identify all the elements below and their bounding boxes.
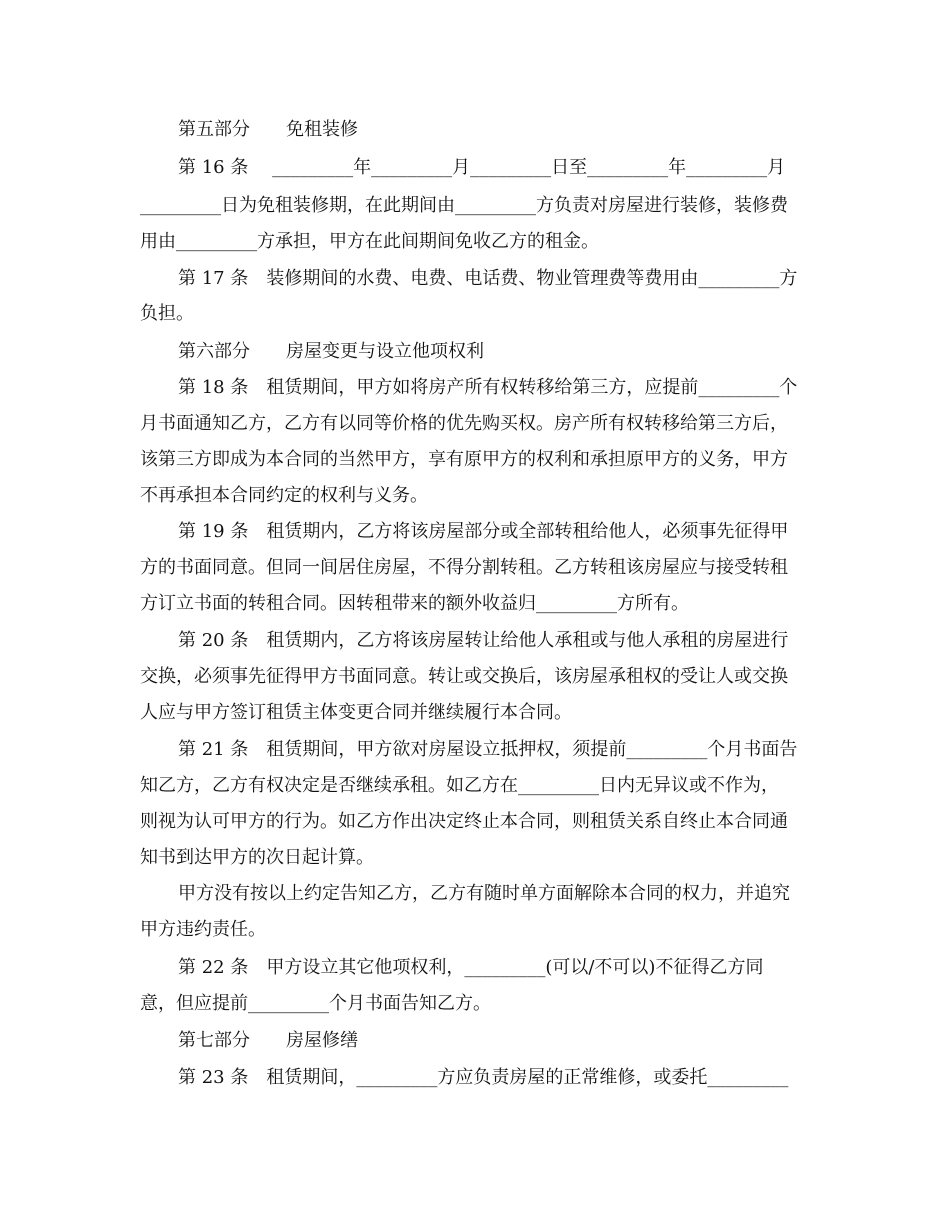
section-heading-6: 第六部分 房屋变更与设立他项权利 <box>178 341 484 362</box>
article-18-line-1: 第 18 条 租赁期间，甲方如将房产所有权转移给第三方，应提前_________个 <box>178 377 798 398</box>
paragraph-notice-line-2: 甲方违约责任。 <box>140 919 266 940</box>
article-18-line-2: 月书面通知乙方，乙方有以同等价格的优先购买权。房产所有权转移给第三方后， <box>140 413 788 434</box>
article-19-line-1: 第 19 条 租赁期内，乙方将该房屋部分或全部转租给他人，必须事先征得甲 <box>178 521 789 542</box>
article-17-line-2: 负担。 <box>140 303 194 324</box>
article-16-line-3: 用由_________方承担，甲方在此间期间免收乙方的租金。 <box>140 231 599 252</box>
article-22-line-1: 第 22 条 甲方设立其它他项权利，_________(可以/不可以)不征得乙方同 <box>178 957 764 978</box>
article-18-line-3: 该第三方即成为本合同的当然甲方，享有原甲方的权利和承担原甲方的义务，甲方 <box>140 449 788 470</box>
article-20-line-1: 第 20 条 租赁期内，乙方将该房屋转让给他人承租或与他人承租的房屋进行 <box>178 630 789 651</box>
article-21-line-2: 知乙方，乙方有权决定是否继续承租。如乙方在_________日内无异议或不作为， <box>140 775 779 796</box>
article-19-line-3: 方订立书面的转租合同。因转租带来的额外收益归_________方所有。 <box>140 593 689 614</box>
paragraph-notice-line-1: 甲方没有按以上约定告知乙方，乙方有随时单方面解除本合同的权力，并追究 <box>178 883 790 904</box>
article-23-line-1: 第 23 条 租赁期间，_________方应负责房屋的正常维修，或委托_________ <box>178 1067 789 1088</box>
article-18-line-4: 不再承担本合同约定的权利与义务。 <box>140 485 428 506</box>
article-22-line-2: 意，但应提前_________个月书面告知乙方。 <box>140 993 491 1014</box>
article-17-line-1: 第 17 条 装修期间的水费、电费、电话费、物业管理费等费用由_________方 <box>178 268 798 289</box>
article-21-line-3: 则视为认可甲方的行为。如乙方作出决定终止本合同，则租赁关系自终止本合同通 <box>140 811 788 832</box>
article-21-line-4: 知书到达甲方的次日起计算。 <box>140 847 374 868</box>
section-heading-7: 第七部分 房屋修缮 <box>178 1030 358 1051</box>
article-19-line-2: 方的书面同意。但同一间居住房屋，不得分割转租。乙方转租该房屋应与接受转租 <box>140 557 788 578</box>
article-21-line-1: 第 21 条 租赁期间，甲方欲对房屋设立抵押权，须提前_________个月书面告 <box>178 739 798 760</box>
article-16-line-2: _________日为免租装修期，在此期间由_________方负责对房屋进行装修，装修费 <box>140 195 788 216</box>
section-heading-5: 第五部分 免租装修 <box>178 119 358 140</box>
article-20-line-2: 交换，必须事先征得甲方书面同意。转让或交换后，该房屋承租权的受让人或交换 <box>140 666 788 687</box>
article-20-line-3: 人应与甲方签订租赁主体变更合同并继续履行本合同。 <box>140 702 572 723</box>
article-16-line-1: 第 16 条 _________年_________月_________日至_________年_________月 <box>178 157 786 178</box>
